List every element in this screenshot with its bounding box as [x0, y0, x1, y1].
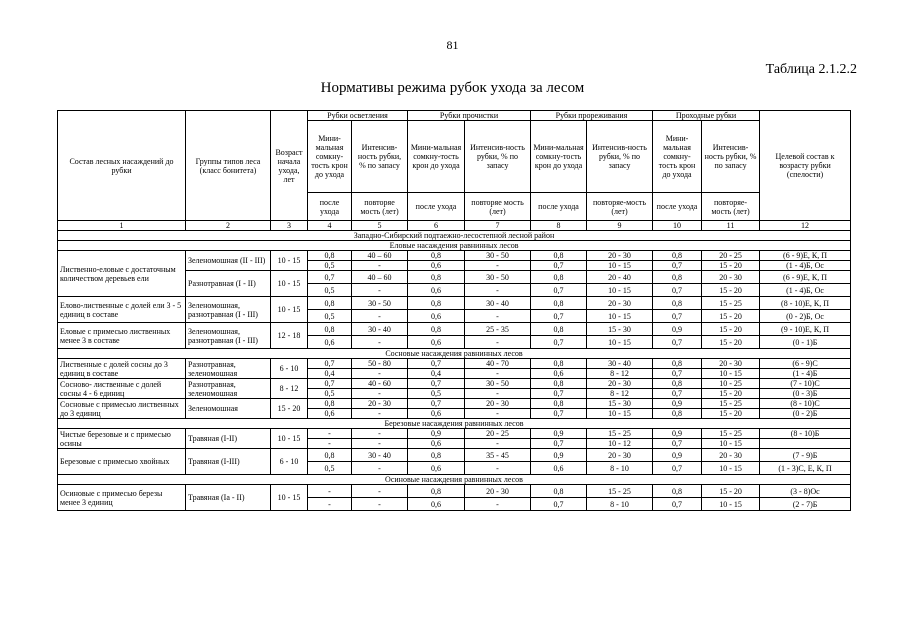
intensity-cell: 35 - 45 [465, 449, 531, 462]
forest-type-group: Зеленомошная, разнотравная (I - III) [186, 323, 271, 349]
species-composition: Чистые березовые и с примесью осины [58, 429, 186, 449]
intensity-cell: 25 - 35 [465, 323, 531, 336]
species-composition: Сосновые с примесью лиственных до 3 единиц [58, 399, 186, 419]
intensity-cell: 10 - 15 [587, 261, 653, 271]
min-density-cell: 0,7 [308, 379, 352, 389]
care-start-age: 10 - 15 [271, 297, 308, 323]
table-row [58, 251, 851, 261]
min-density-cell: 0,7 [531, 336, 587, 349]
forest-type-group: Зеленомошная [186, 399, 271, 419]
column-number: 10 [653, 221, 702, 231]
min-density-cell: 0,7 [531, 389, 587, 399]
target-composition-cell: (7 - 9)Б [760, 449, 851, 462]
intensity-cell: 30 - 50 [352, 297, 408, 310]
care-start-age: 15 - 20 [271, 399, 308, 419]
min-density-cell: 0,8 [531, 271, 587, 284]
min-density-cell: 0,5 [308, 284, 352, 297]
intensity-cell: - [352, 409, 408, 419]
forest-type-group: Зеленомошная (II - III) [186, 251, 271, 271]
min-density-cell: 0,8 [653, 485, 702, 498]
column-number: 2 [186, 221, 271, 231]
header-intensity: Интенсив-ность рубки, % по запасу [352, 121, 408, 193]
header-age: Возраст начала ухода, лет [271, 111, 308, 221]
min-density-cell: 0,7 [308, 359, 352, 369]
forest-type-group: Разнотравная, зеленомошная [186, 359, 271, 379]
min-density-cell: - [308, 439, 352, 449]
section-heading-row [58, 241, 851, 251]
forest-type-group: Разнотравная (I - II) [186, 271, 271, 297]
header-intensity: Интенсив-ность рубки, % по запасу [465, 121, 531, 193]
intensity-cell: - [352, 389, 408, 399]
intensity-cell: - [352, 336, 408, 349]
table-label [766, 62, 857, 78]
min-density-cell: 0,8 [653, 359, 702, 369]
min-density-cell: 0,6 [531, 462, 587, 475]
forest-type-group: Зеленомошная, разнотравная (I - III) [186, 297, 271, 323]
intensity-cell: 20 - 25 [465, 429, 531, 439]
intensity-cell: 15 - 20 [702, 485, 760, 498]
header-group-passage: Проходные рубки [653, 111, 760, 121]
intensity-cell: 8 - 10 [587, 462, 653, 475]
section-heading: Березовые насаждения равнинных лесов [58, 419, 851, 429]
intensity-cell: - [352, 429, 408, 439]
species-composition: Лиственно-еловые с достаточным количеством деревьев ели [58, 251, 186, 297]
min-density-cell: 0,8 [531, 379, 587, 389]
page-number: 81 [446, 38, 459, 52]
intensity-cell: 15 - 30 [587, 323, 653, 336]
header-repeat: повторяе-мость (лет) [702, 193, 760, 221]
min-density-cell: 0,5 [308, 261, 352, 271]
column-number: 11 [702, 221, 760, 231]
intensity-cell: - [352, 284, 408, 297]
min-density-cell: 0,8 [408, 449, 465, 462]
min-density-cell: 0,7 [653, 284, 702, 297]
intensity-cell: 15 - 20 [702, 310, 760, 323]
care-start-age: 6 - 10 [271, 359, 308, 379]
target-composition-cell: (6 - 9)Е, К, П [760, 251, 851, 261]
target-composition-cell: (9 - 10)Е, К, П [760, 323, 851, 336]
min-density-cell: 0,5 [408, 389, 465, 399]
min-density-cell: 0,6 [408, 498, 465, 511]
min-density-cell: 0,8 [531, 323, 587, 336]
min-density-cell: 0,7 [653, 336, 702, 349]
intensity-cell: 15 - 20 [702, 409, 760, 419]
min-density-cell: 0,8 [308, 449, 352, 462]
min-density-cell: 0,8 [531, 359, 587, 369]
species-composition: Березовые с примесью хвойных [58, 449, 186, 475]
intensity-cell: - [465, 498, 531, 511]
min-density-cell: 0,8 [531, 297, 587, 310]
intensity-cell: 30 - 50 [465, 379, 531, 389]
min-density-cell: 0,7 [653, 439, 702, 449]
target-composition-cell: (0 - 1)Б [760, 336, 851, 349]
min-density-cell: - [308, 498, 352, 511]
column-number: 7 [465, 221, 531, 231]
min-density-cell: - [308, 429, 352, 439]
intensity-cell: 30 - 40 [587, 359, 653, 369]
care-start-age: 8 - 12 [271, 379, 308, 399]
target-composition-cell: (8 - 10)Б [760, 429, 851, 439]
column-number: 6 [408, 221, 465, 231]
section-heading-row [58, 349, 851, 359]
intensity-cell: 30 - 40 [352, 449, 408, 462]
intensity-cell: 20 - 25 [702, 251, 760, 261]
target-composition-cell: (1 - 4)Б, Ос [760, 284, 851, 297]
column-number: 12 [760, 221, 851, 231]
intensity-cell: - [352, 310, 408, 323]
section-heading: Еловые насаждения равнинных лесов [58, 241, 851, 251]
header-after-care: после ухода [653, 193, 702, 221]
intensity-cell: 15 - 20 [702, 284, 760, 297]
intensity-cell: 10 - 15 [702, 439, 760, 449]
column-number: 3 [271, 221, 308, 231]
intensity-cell: 10 - 15 [587, 284, 653, 297]
intensity-cell: 10 - 15 [702, 369, 760, 379]
min-density-cell: 0,8 [408, 297, 465, 310]
species-composition: Еловые с примесью лиственных менее 3 в составе [58, 323, 186, 349]
target-composition-cell: (7 - 10)С [760, 379, 851, 389]
header-group-cleaning: Рубки прочистки [408, 111, 531, 121]
min-density-cell: 0,9 [531, 429, 587, 439]
min-density-cell: 0,9 [653, 399, 702, 409]
intensity-cell: 20 - 30 [587, 251, 653, 261]
header-intensity: Интенсив-ность рубки, % по запасу [587, 121, 653, 193]
min-density-cell: 0,8 [653, 379, 702, 389]
min-density-cell: 0,7 [408, 399, 465, 409]
table-row [58, 297, 851, 310]
norms-table [57, 110, 851, 511]
min-density-cell: 0,7 [653, 498, 702, 511]
intensity-cell: 10 - 25 [702, 379, 760, 389]
intensity-cell: 20 - 40 [587, 271, 653, 284]
min-density-cell: 0,7 [408, 359, 465, 369]
intensity-cell: - [352, 369, 408, 379]
section-heading: Сосновые насаждения равнинных лесов [58, 349, 851, 359]
column-number: 1 [58, 221, 186, 231]
header-min-density: Мини-мальная сомкну-тость крон до ухода [308, 121, 352, 193]
intensity-cell: 20 - 30 [587, 449, 653, 462]
min-density-cell: 0,8 [308, 251, 352, 261]
table-row [58, 399, 851, 409]
column-number: 9 [587, 221, 653, 231]
header-forest-type: Группы типов леса (класс бонитета) [186, 111, 271, 221]
forest-type-group: Травяная (I-II) [186, 429, 271, 449]
intensity-cell: 8 - 12 [587, 389, 653, 399]
care-start-age: 6 - 10 [271, 449, 308, 475]
min-density-cell: 0,7 [308, 271, 352, 284]
min-density-cell: 0,6 [408, 409, 465, 419]
min-density-cell: 0,8 [408, 251, 465, 261]
min-density-cell: - [308, 485, 352, 498]
min-density-cell: 0,8 [653, 251, 702, 261]
min-density-cell: 0,7 [653, 369, 702, 379]
min-density-cell: 0,7 [408, 379, 465, 389]
min-density-cell: 0,6 [408, 336, 465, 349]
header-after-care: после ухода [308, 193, 352, 221]
species-composition: Лиственные с долей сосны до 3 единиц в составе [58, 359, 186, 379]
min-density-cell: 0,8 [308, 399, 352, 409]
care-start-age: 10 - 15 [271, 271, 308, 297]
min-density-cell: 0,9 [408, 429, 465, 439]
intensity-cell: - [352, 439, 408, 449]
intensity-cell: 20 - 30 [352, 399, 408, 409]
target-composition-cell: (1 - 4)Б [760, 369, 851, 379]
table-row [58, 485, 851, 498]
target-composition-cell: (6 - 9)С [760, 359, 851, 369]
intensity-cell: 50 - 80 [352, 359, 408, 369]
intensity-cell: 40 - 60 [352, 379, 408, 389]
care-start-age: 10 - 15 [271, 251, 308, 271]
intensity-cell: 30 - 50 [465, 271, 531, 284]
intensity-cell: 10 - 15 [702, 462, 760, 475]
min-density-cell: 0,6 [531, 369, 587, 379]
intensity-cell: 20 - 30 [702, 359, 760, 369]
table-row [58, 379, 851, 389]
min-density-cell: 0,4 [408, 369, 465, 379]
intensity-cell: - [352, 261, 408, 271]
min-density-cell: 0,7 [653, 310, 702, 323]
min-density-cell: 0,7 [653, 462, 702, 475]
intensity-cell: - [465, 336, 531, 349]
min-density-cell: 0,7 [531, 310, 587, 323]
intensity-cell: 15 - 20 [702, 336, 760, 349]
region-heading: Западно-Сибирский подтаежно-лесостепной лесной район [58, 231, 851, 241]
min-density-cell: 0,6 [408, 310, 465, 323]
column-number: 5 [352, 221, 408, 231]
target-composition-cell: (8 - 10)С [760, 399, 851, 409]
intensity-cell: - [352, 462, 408, 475]
header-min-density: Мини-мальная сомкну-тость крон до ухода [653, 121, 702, 193]
table-label-word: Таблица [765, 62, 815, 77]
intensity-cell: 30 - 40 [465, 297, 531, 310]
min-density-cell: 0,5 [308, 389, 352, 399]
target-composition-cell: (3 - 8)Ос [760, 485, 851, 498]
header-min-density: Мини-мальная сомкну-тость крон до ухода [408, 121, 465, 193]
care-start-age: 10 - 15 [271, 485, 308, 511]
min-density-cell: 0,8 [408, 323, 465, 336]
target-composition-cell: (0 - 2)Б, Ос [760, 310, 851, 323]
section-heading: Осиновые насаждения равнинных лесов [58, 475, 851, 485]
intensity-cell: 30 - 50 [465, 251, 531, 261]
min-density-cell: 0,5 [308, 310, 352, 323]
intensity-cell: 40 - 70 [465, 359, 531, 369]
intensity-cell: 30 - 40 [352, 323, 408, 336]
intensity-cell: 8 - 10 [587, 498, 653, 511]
intensity-cell: - [465, 389, 531, 399]
forest-type-group: Травяная (Iа - II) [186, 485, 271, 511]
min-density-cell: 0,6 [408, 462, 465, 475]
target-composition-cell: (6 - 9)Е, К, П [760, 271, 851, 284]
intensity-cell: 20 - 30 [702, 449, 760, 462]
column-number-row [58, 221, 851, 231]
min-density-cell: 0,8 [308, 323, 352, 336]
min-density-cell: 0,7 [531, 284, 587, 297]
min-density-cell: 0,8 [531, 251, 587, 261]
target-composition-cell [760, 439, 851, 449]
intensity-cell: 40 – 60 [352, 251, 408, 261]
header-min-density: Мини-мальная сомкну-тость крон до ухода [531, 121, 587, 193]
min-density-cell: 0,7 [531, 498, 587, 511]
min-density-cell: 0,8 [653, 409, 702, 419]
min-density-cell: 0,8 [653, 297, 702, 310]
min-density-cell: 0,8 [408, 271, 465, 284]
min-density-cell: 0,8 [408, 485, 465, 498]
intensity-cell: - [465, 261, 531, 271]
intensity-cell: 20 - 30 [702, 271, 760, 284]
forest-type-group: Разнотравная, зеленомошная [186, 379, 271, 399]
min-density-cell: 0,6 [308, 336, 352, 349]
intensity-cell: 20 - 30 [587, 379, 653, 389]
intensity-cell: 20 - 30 [465, 485, 531, 498]
header-row-groups [58, 111, 851, 121]
target-composition-cell: (2 - 7)Б [760, 498, 851, 511]
care-start-age: 10 - 15 [271, 429, 308, 449]
min-density-cell: 0,6 [308, 409, 352, 419]
table-title: Нормативы режима рубок ухода за лесом [320, 80, 585, 96]
min-density-cell: 0,7 [531, 261, 587, 271]
intensity-cell: 15 - 25 [702, 399, 760, 409]
species-composition: Елово-лиственные с долей ели 3 - 5 единиц в составе [58, 297, 186, 323]
intensity-cell: 20 - 30 [465, 399, 531, 409]
header-target: Целевой состав к возрасту рубки (спелости) [760, 111, 851, 221]
min-density-cell: 0,7 [653, 261, 702, 271]
table-row [58, 359, 851, 369]
intensity-cell: - [465, 369, 531, 379]
min-density-cell: 0,6 [408, 284, 465, 297]
target-composition-cell: (8 - 10)Е, К, П [760, 297, 851, 310]
intensity-cell: 15 - 20 [702, 389, 760, 399]
intensity-cell: - [465, 284, 531, 297]
header-composition: Состав лесных насаждений до рубки [58, 111, 186, 221]
intensity-cell: - [465, 310, 531, 323]
min-density-cell: 0,8 [531, 399, 587, 409]
species-composition: Осиновые с примесью березы менее 3 единиц [58, 485, 186, 511]
section-heading-row [58, 475, 851, 485]
min-density-cell: 0,7 [531, 409, 587, 419]
table-label-number: 2.1.2.2 [818, 62, 857, 77]
intensity-cell: 15 - 30 [587, 399, 653, 409]
intensity-cell: 15 - 25 [702, 297, 760, 310]
min-density-cell: 0,9 [653, 429, 702, 439]
target-composition-cell: (1 - 4)Б, Ос [760, 261, 851, 271]
intensity-cell: 10 - 12 [587, 439, 653, 449]
header-group-thinning: Рубки прореживания [531, 111, 653, 121]
intensity-cell: 40 – 60 [352, 271, 408, 284]
header-after-care: после ухода [408, 193, 465, 221]
target-composition-cell: (1 - 3)С, Е, К, П [760, 462, 851, 475]
min-density-cell: 0,9 [531, 449, 587, 462]
min-density-cell: 0,8 [653, 271, 702, 284]
min-density-cell: 0,9 [653, 323, 702, 336]
intensity-cell: 10 - 15 [587, 336, 653, 349]
header-repeat: повторяе-мость (лет) [587, 193, 653, 221]
table-row [58, 449, 851, 462]
min-density-cell: 0,6 [408, 261, 465, 271]
region-row [58, 231, 851, 241]
intensity-cell: 15 - 25 [702, 429, 760, 439]
intensity-cell: 20 - 30 [587, 297, 653, 310]
column-number: 4 [308, 221, 352, 231]
min-density-cell: 0,4 [308, 369, 352, 379]
target-composition-cell: (0 - 2)Б [760, 409, 851, 419]
intensity-cell: 15 - 20 [702, 323, 760, 336]
care-start-age: 12 - 18 [271, 323, 308, 349]
min-density-cell: 0,9 [653, 449, 702, 462]
intensity-cell: 8 - 12 [587, 369, 653, 379]
target-composition-cell: (0 - 3)Б [760, 389, 851, 399]
intensity-cell: 15 - 25 [587, 485, 653, 498]
intensity-cell: 15 - 20 [702, 261, 760, 271]
header-after-care: после ухода [531, 193, 587, 221]
table-row [58, 323, 851, 336]
species-composition: Сосново- лиственные с долей сосны 4 - 6 единиц [58, 379, 186, 399]
intensity-cell: - [465, 409, 531, 419]
intensity-cell: 10 - 15 [587, 409, 653, 419]
header-repeat: повторяе мость (лет) [352, 193, 408, 221]
intensity-cell: - [352, 498, 408, 511]
intensity-cell: - [465, 462, 531, 475]
intensity-cell: - [352, 485, 408, 498]
intensity-cell: 10 - 15 [587, 310, 653, 323]
header-repeat: повторяе мость (лет) [465, 193, 531, 221]
min-density-cell: 0,8 [308, 297, 352, 310]
intensity-cell: - [465, 439, 531, 449]
min-density-cell: 0,7 [653, 389, 702, 399]
min-density-cell: 0,8 [531, 485, 587, 498]
min-density-cell: 0,5 [308, 462, 352, 475]
header-group-clarification: Рубки осветления [308, 111, 408, 121]
section-heading-row [58, 419, 851, 429]
min-density-cell: 0,6 [408, 439, 465, 449]
min-density-cell: 0,7 [531, 439, 587, 449]
header-intensity: Интенсив-ность рубки, % по запасу [702, 121, 760, 193]
intensity-cell: 10 - 15 [702, 498, 760, 511]
column-number: 8 [531, 221, 587, 231]
forest-type-group: Травяная (I-III) [186, 449, 271, 475]
intensity-cell: 15 - 25 [587, 429, 653, 439]
table-row [58, 429, 851, 439]
